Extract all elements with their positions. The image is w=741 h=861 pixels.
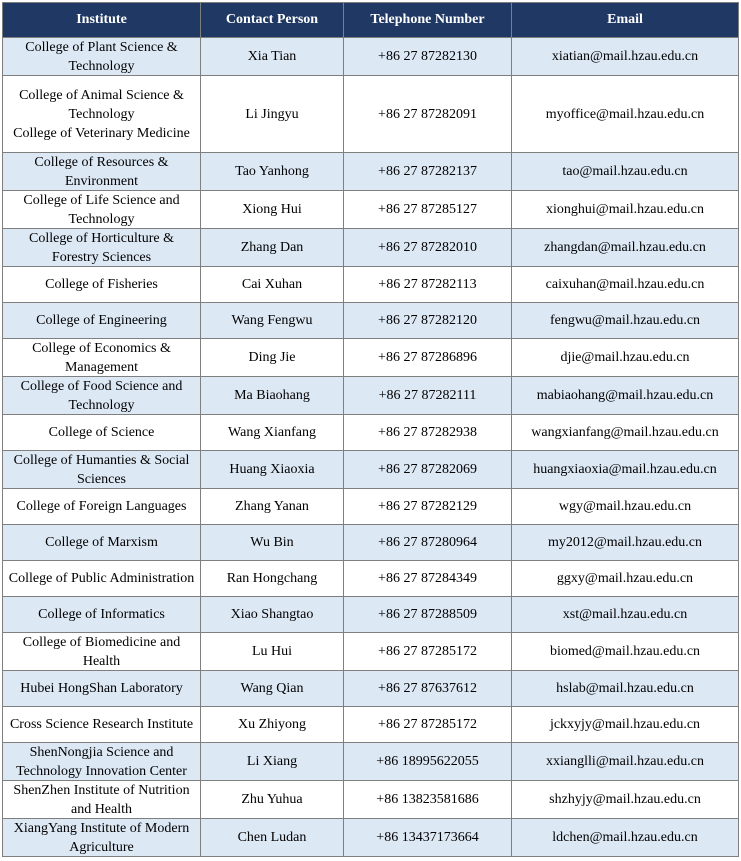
institute-name: College of Biomedicine and Health <box>22 635 181 669</box>
header-contact-person: Contact Person <box>201 3 344 38</box>
table-header-row <box>3 3 739 38</box>
contact-person-cell: Cai Xuhan <box>201 267 344 303</box>
telephone-cell: +86 27 87285172 <box>344 633 512 671</box>
table-row <box>3 76 739 153</box>
email-cell: xionghui@mail.hzau.edu.cn <box>512 191 739 229</box>
telephone-cell: +86 27 87284349 <box>344 561 512 597</box>
telephone-cell: +86 27 87282091 <box>344 76 512 153</box>
institute-name: College of Science <box>48 425 155 440</box>
institute-cell <box>3 191 201 229</box>
telephone-cell: +86 13437173664 <box>344 819 512 857</box>
table-row <box>3 38 739 76</box>
institute-cell <box>3 153 201 191</box>
institute-name: College of Resources & Environment <box>34 155 169 189</box>
institute-cell <box>3 267 201 303</box>
telephone-cell: +86 27 87282069 <box>344 451 512 489</box>
institute-cell <box>3 76 201 153</box>
telephone-cell: +86 27 87286896 <box>344 339 512 377</box>
contact-person-cell: Ma Biaohang <box>201 377 344 415</box>
institute-cell <box>3 781 201 819</box>
email-cell: shzhyjy@mail.hzau.edu.cn <box>512 781 739 819</box>
telephone-cell: +86 27 87282130 <box>344 38 512 76</box>
contact-person-cell: Ran Hongchang <box>201 561 344 597</box>
telephone-cell: +86 27 87285172 <box>344 707 512 743</box>
table-row <box>3 377 739 415</box>
contact-person-cell: Ding Jie <box>201 339 344 377</box>
contact-person-cell: Zhang Dan <box>201 229 344 267</box>
contact-person-cell: Wu Bin <box>201 525 344 561</box>
contact-person-cell: Wang Qian <box>201 671 344 707</box>
institute-cell <box>3 229 201 267</box>
table-row <box>3 153 739 191</box>
header-email: Email <box>512 3 739 38</box>
institute-name: College of Plant Science & Technology <box>25 40 178 74</box>
email-cell: mabiaohang@mail.hzau.edu.cn <box>512 377 739 415</box>
contact-person-cell: Xiong Hui <box>201 191 344 229</box>
institute-cell <box>3 38 201 76</box>
email-cell: my2012@mail.hzau.edu.cn <box>512 525 739 561</box>
table-row <box>3 597 739 633</box>
institute-name: College of Horticulture & Forestry Sciences <box>28 231 175 265</box>
email-cell: djie@mail.hzau.edu.cn <box>512 339 739 377</box>
institute-cell <box>3 597 201 633</box>
telephone-cell: +86 27 87282137 <box>344 153 512 191</box>
institute-name: College of Life Science and Technology <box>23 193 180 227</box>
telephone-cell: +86 13823581686 <box>344 781 512 819</box>
table-row <box>3 561 739 597</box>
email-cell: zhangdan@mail.hzau.edu.cn <box>512 229 739 267</box>
institute-cell <box>3 339 201 377</box>
institute-name: College of Informatics <box>38 607 165 622</box>
institute-name: XiangYang Institute of Modern Agriculture <box>13 821 190 855</box>
institute-cell <box>3 451 201 489</box>
telephone-cell: +86 18995622055 <box>344 743 512 781</box>
email-cell: xxianglli@mail.hzau.edu.cn <box>512 743 739 781</box>
institute-name: ShenNongjia Science and Technology Innovation Center <box>16 745 187 779</box>
contact-person-cell: Chen Ludan <box>201 819 344 857</box>
contact-person-cell: Li Jingyu <box>201 76 344 153</box>
email-cell: hslab@mail.hzau.edu.cn <box>512 671 739 707</box>
institute-name: Hubei HongShan Laboratory <box>20 681 183 696</box>
email-cell: jckxyjy@mail.hzau.edu.cn <box>512 707 739 743</box>
telephone-cell: +86 27 87282120 <box>344 303 512 339</box>
table-row <box>3 191 739 229</box>
email-cell: biomed@mail.hzau.edu.cn <box>512 633 739 671</box>
email-cell: myoffice@mail.hzau.edu.cn <box>512 76 739 153</box>
institute-name: College of Marxism <box>45 535 158 550</box>
table-row <box>3 781 739 819</box>
institute-name: College of Economics & Management <box>32 341 171 375</box>
email-cell: huangxiaoxia@mail.hzau.edu.cn <box>512 451 739 489</box>
institute-cell <box>3 525 201 561</box>
email-cell: wgy@mail.hzau.edu.cn <box>512 489 739 525</box>
contact-person-cell: Zhang Yanan <box>201 489 344 525</box>
contact-person-cell: Xu Zhiyong <box>201 707 344 743</box>
email-cell: ggxy@mail.hzau.edu.cn <box>512 561 739 597</box>
institute-name: College of Food Science and Technology <box>20 379 183 413</box>
table-row <box>3 267 739 303</box>
telephone-cell: +86 27 87282938 <box>344 415 512 451</box>
institute-cell <box>3 303 201 339</box>
table-row <box>3 415 739 451</box>
email-cell: caixuhan@mail.hzau.edu.cn <box>512 267 739 303</box>
table-row <box>3 707 739 743</box>
telephone-cell: +86 27 87282113 <box>344 267 512 303</box>
institute-cell <box>3 415 201 451</box>
table-row <box>3 633 739 671</box>
institute-cell <box>3 377 201 415</box>
contact-table-container <box>2 2 739 857</box>
institute-name: Cross Science Research Institute <box>9 717 194 732</box>
header-institute: Institute <box>3 3 201 38</box>
institute-name: ShenZhen Institute of Nutrition and Health <box>13 783 190 817</box>
contact-person-cell: Xia Tian <box>201 38 344 76</box>
institute-name: College of Engineering <box>36 313 167 328</box>
table-row <box>3 819 739 857</box>
table-row <box>3 671 739 707</box>
telephone-cell: +86 27 87280964 <box>344 525 512 561</box>
table-row <box>3 303 739 339</box>
institute-cell <box>3 633 201 671</box>
institute-name: College of Animal Science & Technology College of Veterinary Medicine <box>13 87 190 141</box>
telephone-cell: +86 27 87288509 <box>344 597 512 633</box>
telephone-cell: +86 27 87282010 <box>344 229 512 267</box>
institute-contact-table <box>2 2 739 857</box>
email-cell: tao@mail.hzau.edu.cn <box>512 153 739 191</box>
contact-person-cell: Wang Fengwu <box>201 303 344 339</box>
contact-person-cell: Wang Xianfang <box>201 415 344 451</box>
institute-name: College of Fisheries <box>45 277 158 292</box>
table-row <box>3 339 739 377</box>
contact-person-cell: Xiao Shangtao <box>201 597 344 633</box>
institute-name: College of Humanties & Social Sciences <box>13 453 190 487</box>
institute-cell <box>3 561 201 597</box>
contact-person-cell: Tao Yanhong <box>201 153 344 191</box>
institute-cell <box>3 819 201 857</box>
telephone-cell: +86 27 87285127 <box>344 191 512 229</box>
contact-person-cell: Li Xiang <box>201 743 344 781</box>
table-row <box>3 451 739 489</box>
table-row <box>3 525 739 561</box>
institute-cell <box>3 743 201 781</box>
email-cell: xiatian@mail.hzau.edu.cn <box>512 38 739 76</box>
table-row <box>3 489 739 525</box>
institute-cell <box>3 707 201 743</box>
contact-person-cell: Huang Xiaoxia <box>201 451 344 489</box>
telephone-cell: +86 27 87282129 <box>344 489 512 525</box>
table-row <box>3 743 739 781</box>
institute-cell <box>3 489 201 525</box>
institute-cell <box>3 671 201 707</box>
contact-person-cell: Lu Hui <box>201 633 344 671</box>
email-cell: xst@mail.hzau.edu.cn <box>512 597 739 633</box>
institute-name: College of Foreign Languages <box>16 499 187 514</box>
email-cell: ldchen@mail.hzau.edu.cn <box>512 819 739 857</box>
contact-person-cell: Zhu Yuhua <box>201 781 344 819</box>
email-cell: wangxianfang@mail.hzau.edu.cn <box>512 415 739 451</box>
header-telephone-number: Telephone Number <box>344 3 512 38</box>
institute-name: College of Public Administration <box>8 571 195 586</box>
telephone-cell: +86 27 87282111 <box>344 377 512 415</box>
table-row <box>3 229 739 267</box>
email-cell: fengwu@mail.hzau.edu.cn <box>512 303 739 339</box>
telephone-cell: +86 27 87637612 <box>344 671 512 707</box>
